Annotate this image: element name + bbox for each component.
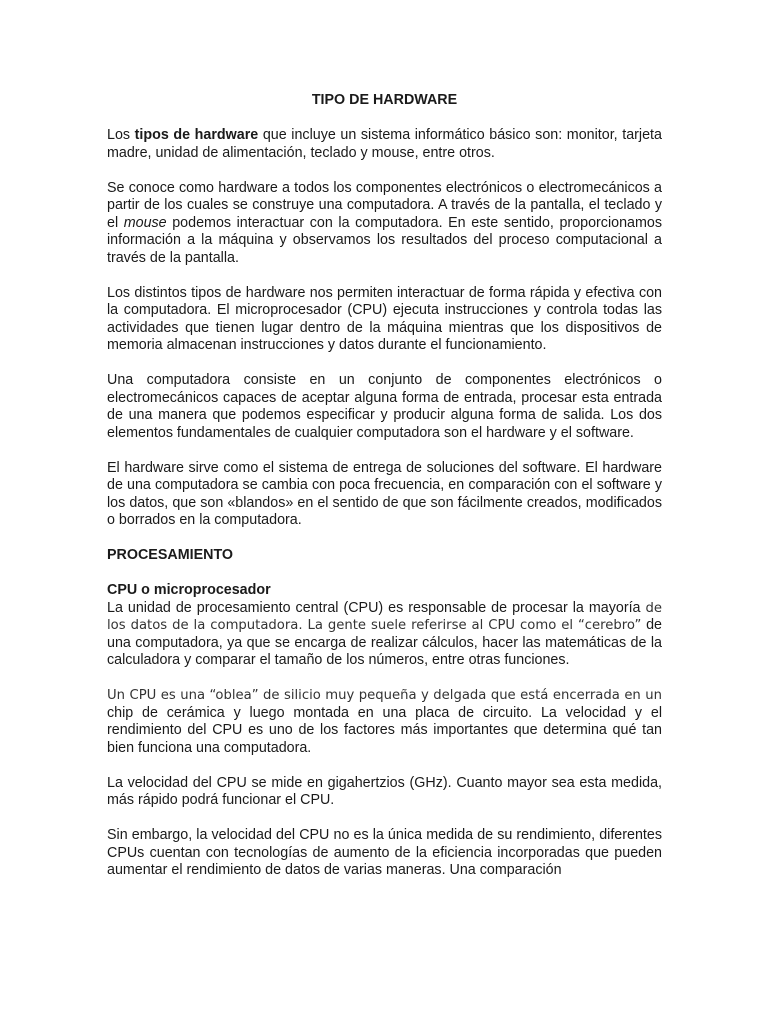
paragraph-cpu-performance: Sin embargo, la velocidad del CPU no es la única medida de su rendimiento, diferentes CPUs cuentan con tecnologías de aumento de la eficiencia incorporadas que pueden aumentar el rendimiento de datos de varias maneras. Una comparación xyxy=(107,827,662,878)
paragraph-hardware-software: El hardware sirve como el sistema de entrega de soluciones del software. El hardware de una computadora se cambia con poca frecuencia, en comparación con el software y los datos, que son «blandos» en el sentido de que son fácilmente creados, modificados o borrados en la computadora. xyxy=(107,459,662,528)
intro-text-start: Los xyxy=(107,127,135,143)
section-heading-procesamiento: PROCESAMIENTO xyxy=(107,547,234,563)
paragraph-cpu-role xyxy=(107,600,662,670)
definition-italic-mouse: mouse xyxy=(123,214,167,231)
definition-text-end: podemos interactuar con la computadora. En este sentido, proporcionamos información a la máquina y observamos los resultados del proceso computacional a través de la pantalla. xyxy=(107,214,662,266)
paragraph-computer-components: Una computadora consiste en un conjunto de componentes electrónicos o electromecánicos capaces de aceptar alguna forma de entrada, procesar esta entrada de una manera que podemos especificar y producir alguna forma de salida. Los dos elementos fundamentales de cualquier computadora son el hardware y el software. xyxy=(107,372,662,441)
document-title: TIPO DE HARDWARE xyxy=(311,92,458,108)
paragraph-hardware-definition xyxy=(107,180,662,268)
cpu-chip-text-end: chip de cerámica y luego montada en una placa de circuito. La velocidad y el rendimiento del CPU es uno de los factores más importantes que determina qué tan bien funciona una computadora. xyxy=(107,704,662,756)
definition-text-start: Se conoce como hardware a todos los componentes electrónicos o electromecánicos a partir de los cuales se construye una computadora. A través de la pantalla, el teclado y el xyxy=(107,179,662,231)
intro-bold-term: tipos de hardware xyxy=(134,127,259,143)
cpu-role-text-start: La unidad de procesamiento central (CPU) es responsable de procesar la mayoría xyxy=(107,599,646,616)
paragraph-intro xyxy=(107,127,662,162)
paragraph-cpu-speed: La velocidad del CPU se mide en gigahertzios (GHz). Cuanto mayor sea esta medida, más rápido podrá funcionar el CPU. xyxy=(107,774,662,808)
subheading-cpu: CPU o microprocesador xyxy=(107,582,271,598)
paragraph-hardware-types: Los distintos tipos de hardware nos permiten interactuar de forma rápida y efectiva con la computadora. El microprocesador (CPU) ejecuta instrucciones y controla todas las actividades que tienen lugar dentro de la máquina mientras que los dispositivos de memoria almacenan instrucciones y datos durante el funcionamiento. xyxy=(107,284,662,353)
cpu-chip-text-alt: Un CPU es una “oblea” de silicio muy pequeña y delgada que está encerrada en un xyxy=(107,688,662,703)
paragraph-cpu-chip xyxy=(107,687,662,757)
intro-text-end: que incluye un sistema informático básico son: monitor, tarjeta madre, unidad de alimentación, teclado y mouse, entre otros. xyxy=(107,127,662,161)
cpu-role-text-alt: de los datos de la computadora. La gente suele referirse al CPU como el “cerebro” xyxy=(107,600,662,633)
cpu-role-text-end: de una computadora, ya que se encarga de realizar cálculos, hacer las matemáticas de la calculadora y comparar el tamaño de los números, entre otras funciones. xyxy=(107,617,663,668)
